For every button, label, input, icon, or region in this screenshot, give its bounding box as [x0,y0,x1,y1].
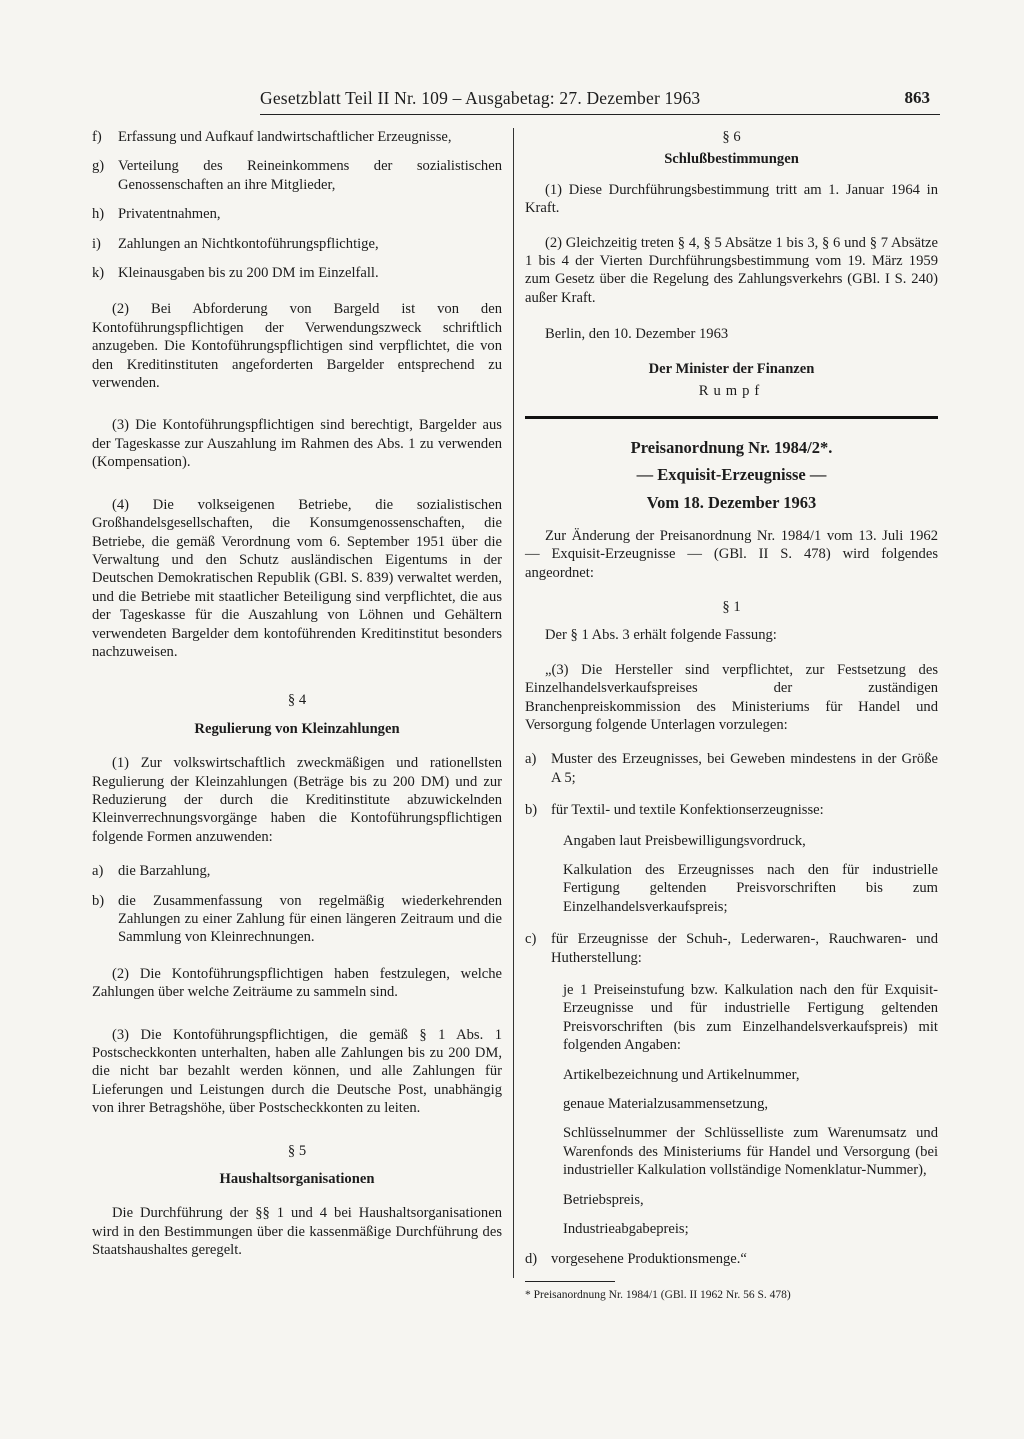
list-text: Erfassung und Aufkauf landwirtschaftlicher Erzeugnisse, [118,129,452,145]
list-text: Verteilung des Reineinkommens der sozialistischen Genossenschaften an ihre Mitglieder, [118,158,502,193]
sub-item: Schlüsselnummer der Schlüsselliste zum Warenumsatz und Warenfonds des Ministeriums für Handel und Versorgung (bei industrieller Kalkulation vollständige Nomenklatur-Nummer), [563,1125,938,1179]
order-intro: Zur Änderung der Preisanordnung Nr. 1984/1 vom 13. Juli 1962 — Exquisit-Erzeugnisse — (GBl. II S. 478) wird folgendes angeordnet: [525,527,938,581]
left-column [92,128,502,1276]
sub-item: Betriebspreis, [563,1191,644,1208]
section-5-number: § 5 [287,1142,307,1159]
column-divider [513,128,514,1278]
list-item [92,235,502,253]
order-section-1-intro: Der § 1 Abs. 3 erhält folgende Fassung: [545,627,777,644]
list-label: g) [92,158,105,175]
list-label: a) [92,863,104,880]
section-4-paragraph-3: (3) Die Kontoführungspflichtigen, die gemäß § 1 Abs. 1 Postscheckkonten unterhalten, haben alle Zahlungen bis zu 200 DM, die nicht bar bezahlt werden können, und alle Zahlungen für Lieferungen und Leistungen durch die Deutsche Post, unabhängig von ihrer Betragshöhe, über Postscheckkonten zu leiten. [92,1026,502,1117]
sub-item: Angaben laut Preisbewilligungsvordruck, [563,832,806,849]
order-quote: „(3) Die Hersteller sind verpflichtet, zur Festsetzung des Einzelhandelsverkaufspreises der zuständigen Branchenpreiskommission des Ministeriums für Handel und Versorgung folgende Unterlagen vorzulegen: [525,661,938,733]
paragraph-3: (3) Die Kontoführungspflichtigen sind berechtigt, Bargelder aus der Tageskasse zur Auszahlung im Rahmen des Abs. 1 zu verwenden (Kompensation). [92,417,502,471]
sub-item: je 1 Preiseinstufung bzw. Kalkulation nach den für Exquisit-Erzeugnisse und für industrielle Fertigung geltenden Preisvorschriften (bis zum Einzelhandelsverkaufspreis) mit folgenden Angaben: [563,982,938,1054]
order-subtitle: — Exquisit-Erzeugnisse — [636,464,827,484]
footnote-rule [525,1281,615,1282]
list-text: die Zusammenfassung von regelmäßig wiederkehrenden Zahlungen zu einer Zahlung für einen längeren Zeitraum und die Sammlung von Kleinrechnungen. [118,892,502,946]
section-5-paragraph: Die Durchführung der §§ 1 und 4 bei Haushaltsorganisationen wird in den Bestimmungen über die kassenmäßige Durchführung des Staatshaushaltes geregelt. [92,1205,502,1259]
sub-item: Artikelbezeichnung und Artikelnummer, [563,1066,800,1083]
list-item [92,128,502,146]
list-text: Zahlungen an Nichtkontoführungspflichtige, [118,235,379,252]
section-4-paragraph-2: (2) Die Kontoführungspflichtigen haben festzulegen, welche Zahlungen über welche Zeiträume zu sammeln sind. [92,965,502,1001]
section-4-paragraph-1: (1) Zur volkswirtschaftlich zweckmäßigen und rationellsten Regulierung der Kleinzahlungen (Beträge bis zu 200 DM) und zur Reduzierung der durch die Kreditinstitute abzuwickelnden Kleinverrechnungsvorgänge haben die Kontoführungspflichtigen folgende Formen anzuwenden: [92,755,502,845]
list-label: d) [525,1251,538,1268]
place-date: Berlin, den 10. Dezember 1963 [545,326,729,343]
sub-item: Industrieabgabepreis; [563,1221,689,1238]
order-date: Vom 18. Dezember 1963 [646,493,817,513]
list-item [92,862,502,880]
order-title: Preisanordnung Nr. 1984/2*. [630,438,833,458]
right-column [525,128,938,1304]
list-text: für Erzeugnisse der Schuh-, Lederwaren-, Rauchwaren- und Hutherstellung: [551,931,938,966]
list-item [525,801,938,819]
list-text: Muster des Erzeugnisses, bei Geweben mindestens in der Größe A 5; [551,751,938,786]
section-5-title: Haushaltsorganisationen [219,1171,375,1188]
section-6-number: § 6 [722,129,741,145]
paragraph-2: (2) Bei Abforderung von Bargeld ist von den Kontoführungspflichtigen der Verwendungszweck schriftlich anzugeben. Die Kontoführungspflichtigen sind verpflichtet, die von den Kreditinstituten angeforderten Bargelder entsprechend zu verwenden. [92,301,502,392]
sub-item: Kalkulation des Erzeugnisses nach den für industrielle Fertigung geltenden Preisvorschriften bis zum Einzelhandelsverkaufspreis; [563,861,938,915]
list-item [525,930,938,967]
section-rule [525,416,938,419]
list-label: k) [92,265,105,282]
list-text: die Barzahlung, [118,863,211,880]
list-item [525,1250,938,1268]
list-item [92,205,502,223]
list-text: vorgesehene Produktionsmenge.“ [551,1251,747,1268]
list-text: Privatentnahmen, [118,206,221,223]
list-item [92,157,502,194]
signatory-name: Rumpf [698,383,765,400]
page-header [260,88,940,115]
header-title: Gesetzblatt Teil II Nr. 109 – Ausgabetag: 27. Dezember 1963 [260,88,701,108]
list-label: b) [92,892,105,909]
list-label: c) [525,931,537,948]
list-item [525,750,938,787]
section-4-number: § 4 [287,692,307,709]
list-text: für Textil- und textile Konfektionserzeugnisse: [551,802,824,819]
section-6-paragraph-2: (2) Gleichzeitig treten § 4, § 5 Absätze 1 bis 3, § 6 und § 7 Absätze 1 bis 4 der Vierten Durchführungsbestimmung vom 19. März 1959 zum Gesetz über die Regelung des Zahlungsverkehrs (GBl. I S. 240) außer Kraft. [525,234,938,306]
sub-item: genaue Materialzusammensetzung, [563,1096,769,1113]
list-label: h) [92,206,105,223]
list-text: Kleinausgaben bis zu 200 DM im Einzelfall. [118,265,379,282]
list-label: f) [92,129,102,145]
signatory-title: Der Minister der Finanzen [648,360,815,377]
footnote: * Preisanordnung Nr. 1984/1 (GBl. II 1962 Nr. 56 S. 478) [525,1288,791,1301]
paragraph-4: (4) Die volkseigenen Betriebe, die sozialistischen Großhandelsgesellschaften, die Konsumgenossenschaften, die Betriebe, die gemäß Verordnung vom 6. September 1951 über die Verwaltung und den Schutz ausländischen Eigentums in der Deutschen Demokratischen Republik (GBl. S. 839) verwaltet werden, und die Betriebe mit staatlicher Beteiligung sind verpflichtet, die aus der Tageskasse für die Auszahlung von Löhnen und Gehältern verwendeten Bargelder dem kontoführenden Kreditinstitut besonders nachzuweisen. [92,496,502,660]
list-item [92,892,502,947]
section-6-title: Schlußbestimmungen [664,151,799,168]
page-number: 863 [904,88,930,107]
section-4-title: Regulierung von Kleinzahlungen [194,720,400,737]
list-item [92,264,502,282]
order-section-1-number: § 1 [722,598,741,615]
section-6-paragraph-1: (1) Diese Durchführungsbestimmung tritt am 1. Januar 1964 in Kraft. [525,181,938,217]
list-label: i) [92,235,101,252]
list-label: b) [525,802,538,819]
list-label: a) [525,751,537,768]
